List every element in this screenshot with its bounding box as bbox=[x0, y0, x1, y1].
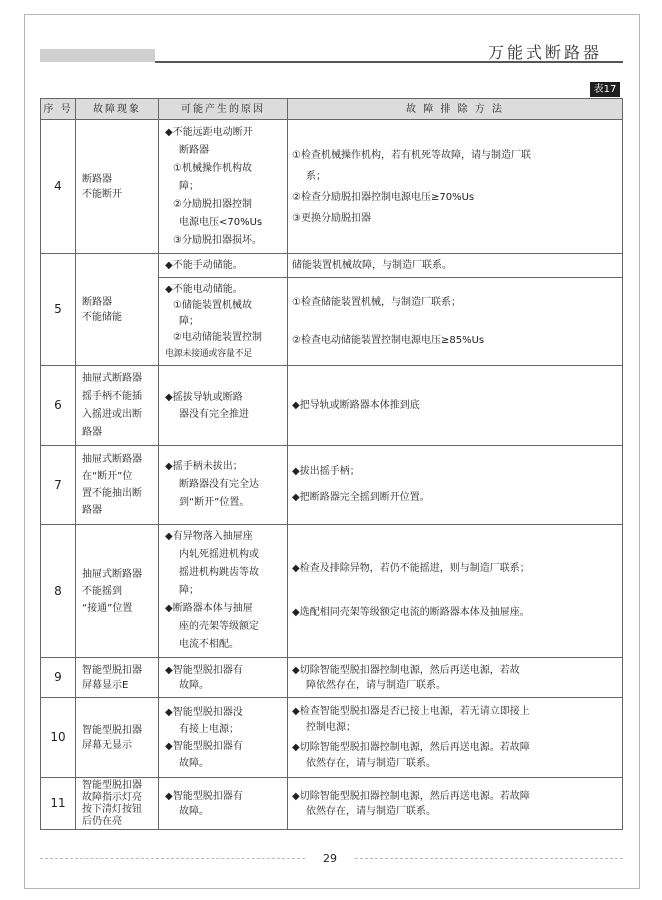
cause-line: 故障。 bbox=[179, 679, 209, 691]
table-row bbox=[41, 446, 623, 525]
table-row bbox=[41, 120, 623, 254]
fix-line: 控制电源； bbox=[306, 721, 356, 733]
cause-line: ◆智能型脱扣器有 bbox=[165, 664, 243, 676]
fix-cell: 储能装置机械故障，与制造厂联系。 bbox=[288, 254, 623, 278]
symptom-line: 摇手柄不能插 bbox=[82, 390, 142, 402]
cause-line: 断路器没有完全达 bbox=[179, 479, 259, 490]
symptom-line: 按下清灯按钮 bbox=[82, 803, 142, 815]
symptom-line: 故障指示灯亮 bbox=[82, 791, 142, 803]
footer-rule-left bbox=[40, 858, 305, 859]
cause-line: ②分励脱扣器控制 bbox=[173, 198, 252, 210]
symptom-cell bbox=[76, 778, 159, 830]
cause-cell bbox=[159, 120, 288, 254]
fix-line: ②检查电动储能装置控制电源电压≥85%Us bbox=[292, 334, 485, 346]
cause-line: 故障。 bbox=[179, 757, 209, 769]
fix-cell bbox=[288, 278, 623, 366]
fix-line: 依然存在，请与制造厂联系。 bbox=[306, 805, 436, 817]
table-row bbox=[41, 778, 623, 830]
fix-line: ◆切除智能型脱扣器控制电源，然后再送电源，若故 bbox=[292, 664, 520, 676]
fix-line: ②检查分励脱扣器控制电源电压≥70%Us bbox=[292, 191, 475, 203]
cause-line: 有接上电源； bbox=[179, 723, 239, 735]
fix-cell bbox=[288, 525, 623, 658]
fix-line: ◆拔出摇手柄； bbox=[292, 466, 360, 477]
cause-line: ①储能装置机械故 bbox=[173, 299, 252, 311]
cause-cell bbox=[159, 278, 288, 366]
cause-cell bbox=[159, 525, 288, 658]
symptom-line: 入摇进或出断 bbox=[82, 408, 142, 420]
cause-line: 断路器 bbox=[179, 144, 209, 156]
cause-line: ②电动储能装置控制 bbox=[173, 331, 262, 343]
fix-cell: ◆把导轨或断路器本体推到底 bbox=[288, 366, 623, 446]
symptom-line: 后仍在亮 bbox=[82, 815, 122, 827]
symptom-line: 不能断开 bbox=[82, 188, 122, 200]
symptom-line: 断路器 bbox=[82, 173, 112, 185]
table-row bbox=[41, 698, 623, 778]
fix-line: 障依然存在，请与制造厂联系。 bbox=[306, 679, 446, 691]
cause-cell bbox=[159, 658, 288, 698]
cause-line: 座的壳架等级额定 bbox=[179, 621, 259, 632]
symptom-line: 路器 bbox=[82, 426, 102, 438]
header-no: 序 号 bbox=[41, 99, 76, 120]
cause-line: 电流不相配。 bbox=[179, 639, 239, 650]
symptom-cell bbox=[76, 366, 159, 446]
cause-line: 障； bbox=[179, 180, 199, 192]
fix-line: ◆切除智能型脱扣器控制电源，然后再送电源。若故障 bbox=[292, 741, 530, 753]
fix-line: ◆切除智能型脱扣器控制电源，然后再送电源。若故障 bbox=[292, 790, 530, 802]
page-number: 29 bbox=[323, 852, 337, 865]
fix-cell bbox=[288, 120, 623, 254]
cause-line: ◆智能型脱扣器没 bbox=[165, 706, 243, 718]
table-header-row bbox=[41, 99, 623, 120]
table-label: 表17 bbox=[590, 82, 620, 97]
cause-line: ◆智能型脱扣器有 bbox=[165, 740, 243, 752]
cause-line: ◆断路器本体与抽屉 bbox=[165, 603, 253, 614]
fix-line: ◆检查智能型脱扣器是否已接上电源，若无请立即接上 bbox=[292, 705, 530, 717]
cause-line: ◆摇拔导轨或断路 bbox=[165, 391, 243, 403]
fix-cell bbox=[288, 446, 623, 525]
symptom-line: 抽屉式断路器 bbox=[82, 372, 142, 384]
table-row bbox=[41, 658, 623, 698]
symptom-line: 智能型脱扣器 bbox=[82, 779, 142, 791]
cause-line: 障； bbox=[179, 585, 199, 596]
cause-line: ◆不能电动储能。 bbox=[165, 283, 243, 295]
cause-cell bbox=[159, 698, 288, 778]
symptom-cell bbox=[76, 254, 159, 366]
cause-line: 器没有完全推进 bbox=[179, 408, 249, 420]
row-number: 9 bbox=[41, 658, 76, 698]
header-fix: 故 障 排 除 方 法 bbox=[288, 99, 623, 120]
symptom-cell bbox=[76, 446, 159, 525]
cause-cell bbox=[159, 366, 288, 446]
cause-line: ◆摇手柄未拔出； bbox=[165, 461, 243, 472]
cause-line: ①机械操作机构故 bbox=[173, 162, 252, 174]
fix-line: 依然存在，请与制造厂联系。 bbox=[306, 757, 436, 769]
cause-cell bbox=[159, 778, 288, 830]
row-number: 11 bbox=[41, 778, 76, 830]
symptom-line: 不能储能 bbox=[82, 311, 122, 323]
cause-line: ◆有异物落入抽屉座 bbox=[165, 531, 253, 542]
fix-line: ◆检查及排除异物，若仍不能摇进，则与制造厂联系； bbox=[292, 563, 530, 574]
symptom-cell bbox=[76, 120, 159, 254]
cause-line: 障； bbox=[179, 315, 199, 327]
symptom-line: 智能型脱扣器 bbox=[82, 724, 142, 736]
fix-cell bbox=[288, 658, 623, 698]
fix-line: ◆选配相同壳架等级额定电流的断路器本体及抽屉座。 bbox=[292, 607, 530, 618]
symptom-line: 置不能抽出断 bbox=[82, 488, 142, 499]
cause-line: 故障。 bbox=[179, 805, 209, 817]
symptom-cell bbox=[76, 525, 159, 658]
symptom-line: 抽屉式断路器 bbox=[82, 454, 142, 465]
header-symptom: 故障现象 bbox=[76, 99, 159, 120]
symptom-line: 屏幕显示E bbox=[82, 679, 129, 691]
table-row bbox=[41, 525, 623, 658]
cause-line: ◆不能远距电动断开 bbox=[165, 126, 253, 138]
row-number: 10 bbox=[41, 698, 76, 778]
symptom-cell bbox=[76, 658, 159, 698]
row-number: 7 bbox=[41, 446, 76, 525]
cause-cell: ◆不能手动储能。 bbox=[159, 254, 288, 278]
cause-line: 电源未接通或容量不足 bbox=[165, 348, 253, 359]
symptom-line: 断路器 bbox=[82, 296, 112, 308]
header-cause: 可能产生的原因 bbox=[159, 99, 288, 120]
symptom-line: “接通”位置 bbox=[82, 602, 133, 614]
symptom-line: 路器 bbox=[82, 505, 102, 516]
symptom-line: 屏幕无显示 bbox=[82, 739, 132, 751]
page-title: 万能式断路器 bbox=[488, 43, 603, 62]
symptom-cell bbox=[76, 698, 159, 778]
fix-line: ①检查机械操作机构，若有机死等故障，请与制造厂联 bbox=[292, 149, 531, 161]
symptom-line: 不能摇到 bbox=[82, 585, 122, 597]
cause-line: 电源电压<70%Us bbox=[179, 216, 263, 228]
fix-line: ①检查储能装置机械，与制造厂联系； bbox=[292, 296, 461, 308]
fix-cell bbox=[288, 778, 623, 830]
fix-line: ③更换分励脱扣器 bbox=[292, 212, 371, 224]
table-row bbox=[41, 254, 623, 278]
table-row bbox=[41, 366, 623, 446]
symptom-line: 智能型脱扣器 bbox=[82, 664, 142, 676]
fix-line: 系； bbox=[306, 170, 326, 182]
troubleshooting-table bbox=[40, 98, 623, 830]
header-bar bbox=[40, 49, 155, 62]
symptom-line: 抽屉式断路器 bbox=[82, 568, 142, 580]
row-number: 4 bbox=[41, 120, 76, 254]
footer-rule-right bbox=[355, 858, 623, 859]
cause-line: 内轧死摇进机构或 bbox=[179, 549, 259, 560]
cause-line: ◆智能型脱扣器有 bbox=[165, 790, 243, 802]
cause-line: 摇进机构跳齿等故 bbox=[179, 567, 259, 578]
row-number: 5 bbox=[41, 254, 76, 366]
row-number: 8 bbox=[41, 525, 76, 658]
fix-line: ◆把断路器完全摇到断开位置。 bbox=[292, 492, 430, 503]
cause-cell bbox=[159, 446, 288, 525]
fix-cell bbox=[288, 698, 623, 778]
symptom-line: 在“断开”位 bbox=[82, 471, 133, 482]
cause-line: 到“断开”位置。 bbox=[179, 497, 250, 508]
cause-line: ③分励脱扣器损坏。 bbox=[173, 234, 262, 246]
row-number: 6 bbox=[41, 366, 76, 446]
